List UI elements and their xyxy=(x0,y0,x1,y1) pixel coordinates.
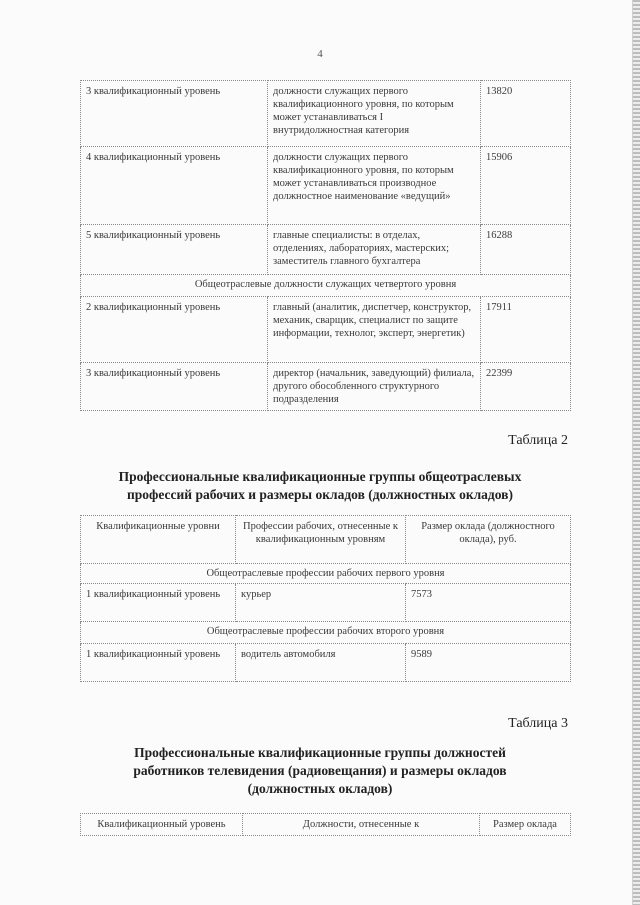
table-2 xyxy=(80,515,571,682)
level-cell: 4 квалификационный уровень xyxy=(81,147,268,225)
table-3 xyxy=(80,813,571,836)
heading-line: Профессиональные квалификационные группы общеотраслевых xyxy=(118,469,522,484)
scan-edge xyxy=(632,0,640,905)
salary-cell: 9589 xyxy=(406,644,571,682)
description-cell: должности служащих первого квалификационного уровня, по которым может устанавливаться производное должностное наименование «ведущий» xyxy=(268,147,481,225)
header-cell: Должности, отнесенные к xyxy=(243,814,480,836)
group-title: Общеотраслевые профессии рабочих второго уровня xyxy=(81,622,571,644)
header-cell: Квалификационный уровень xyxy=(81,814,243,836)
group-row xyxy=(81,622,571,644)
table-row xyxy=(81,363,571,411)
header-cell: Размер оклада (должностного оклада), руб. xyxy=(406,516,571,564)
heading-line: профессий рабочих и размеры окладов (должностных окладов) xyxy=(127,487,513,502)
description-cell: директор (начальник, заведующий) филиала, другого обособленного структурного подразделения xyxy=(268,363,481,411)
description-cell: главный (аналитик, диспетчер, конструктор, механик, сварщик, специалист по защите информации, технолог, эксперт, энергетик) xyxy=(268,297,481,363)
salary-cell: 7573 xyxy=(406,584,571,622)
table-row xyxy=(81,81,571,147)
header-cell: Размер оклада xyxy=(480,814,571,836)
group-row xyxy=(81,275,571,297)
page-number: 4 xyxy=(317,48,323,60)
header-cell: Профессии рабочих, отнесенные к квалификационным уровням xyxy=(236,516,406,564)
header-row xyxy=(81,516,571,564)
table-row xyxy=(81,644,571,682)
level-cell: 3 квалификационный уровень xyxy=(81,363,268,411)
description-cell: курьер xyxy=(236,584,406,622)
description-cell: водитель автомобиля xyxy=(236,644,406,682)
description-cell: главные специалисты: в отделах, отделениях, лабораториях, мастерских; заместитель главного бухгалтера xyxy=(268,225,481,275)
table-row xyxy=(81,584,571,622)
level-cell: 1 квалификационный уровень xyxy=(81,644,236,682)
table-row xyxy=(81,297,571,363)
salary-cell: 16288 xyxy=(481,225,571,275)
group-title: Общеотраслевые профессии рабочих первого уровня xyxy=(81,564,571,584)
table-1 xyxy=(80,80,571,411)
heading-line: (должностных окладов) xyxy=(247,781,393,796)
table-2-label: Таблица 2 xyxy=(508,433,568,448)
table-3-label: Таблица 3 xyxy=(508,716,568,731)
description-cell: должности служащих первого квалификационного уровня, по которым может устанавливаться I внутридолжностная категория xyxy=(268,81,481,147)
level-cell: 2 квалификационный уровень xyxy=(81,297,268,363)
level-cell: 1 квалификационный уровень xyxy=(81,584,236,622)
salary-cell: 15906 xyxy=(481,147,571,225)
heading-line: работников телевидения (радиовещания) и размеры окладов xyxy=(133,763,507,778)
group-title: Общеотраслевые должности служащих четвертого уровня xyxy=(81,275,571,297)
header-cell: Квалификационные уровни xyxy=(81,516,236,564)
salary-cell: 17911 xyxy=(481,297,571,363)
level-cell: 3 квалификационный уровень xyxy=(81,81,268,147)
salary-cell: 22399 xyxy=(481,363,571,411)
table-3-heading xyxy=(60,744,580,798)
heading-line: Профессиональные квалификационные группы должностей xyxy=(134,745,506,760)
table-2-heading xyxy=(60,468,580,504)
group-row xyxy=(81,564,571,584)
level-cell: 5 квалификационный уровень xyxy=(81,225,268,275)
header-row xyxy=(81,814,571,836)
table-row xyxy=(81,147,571,225)
salary-cell: 13820 xyxy=(481,81,571,147)
table-row xyxy=(81,225,571,275)
